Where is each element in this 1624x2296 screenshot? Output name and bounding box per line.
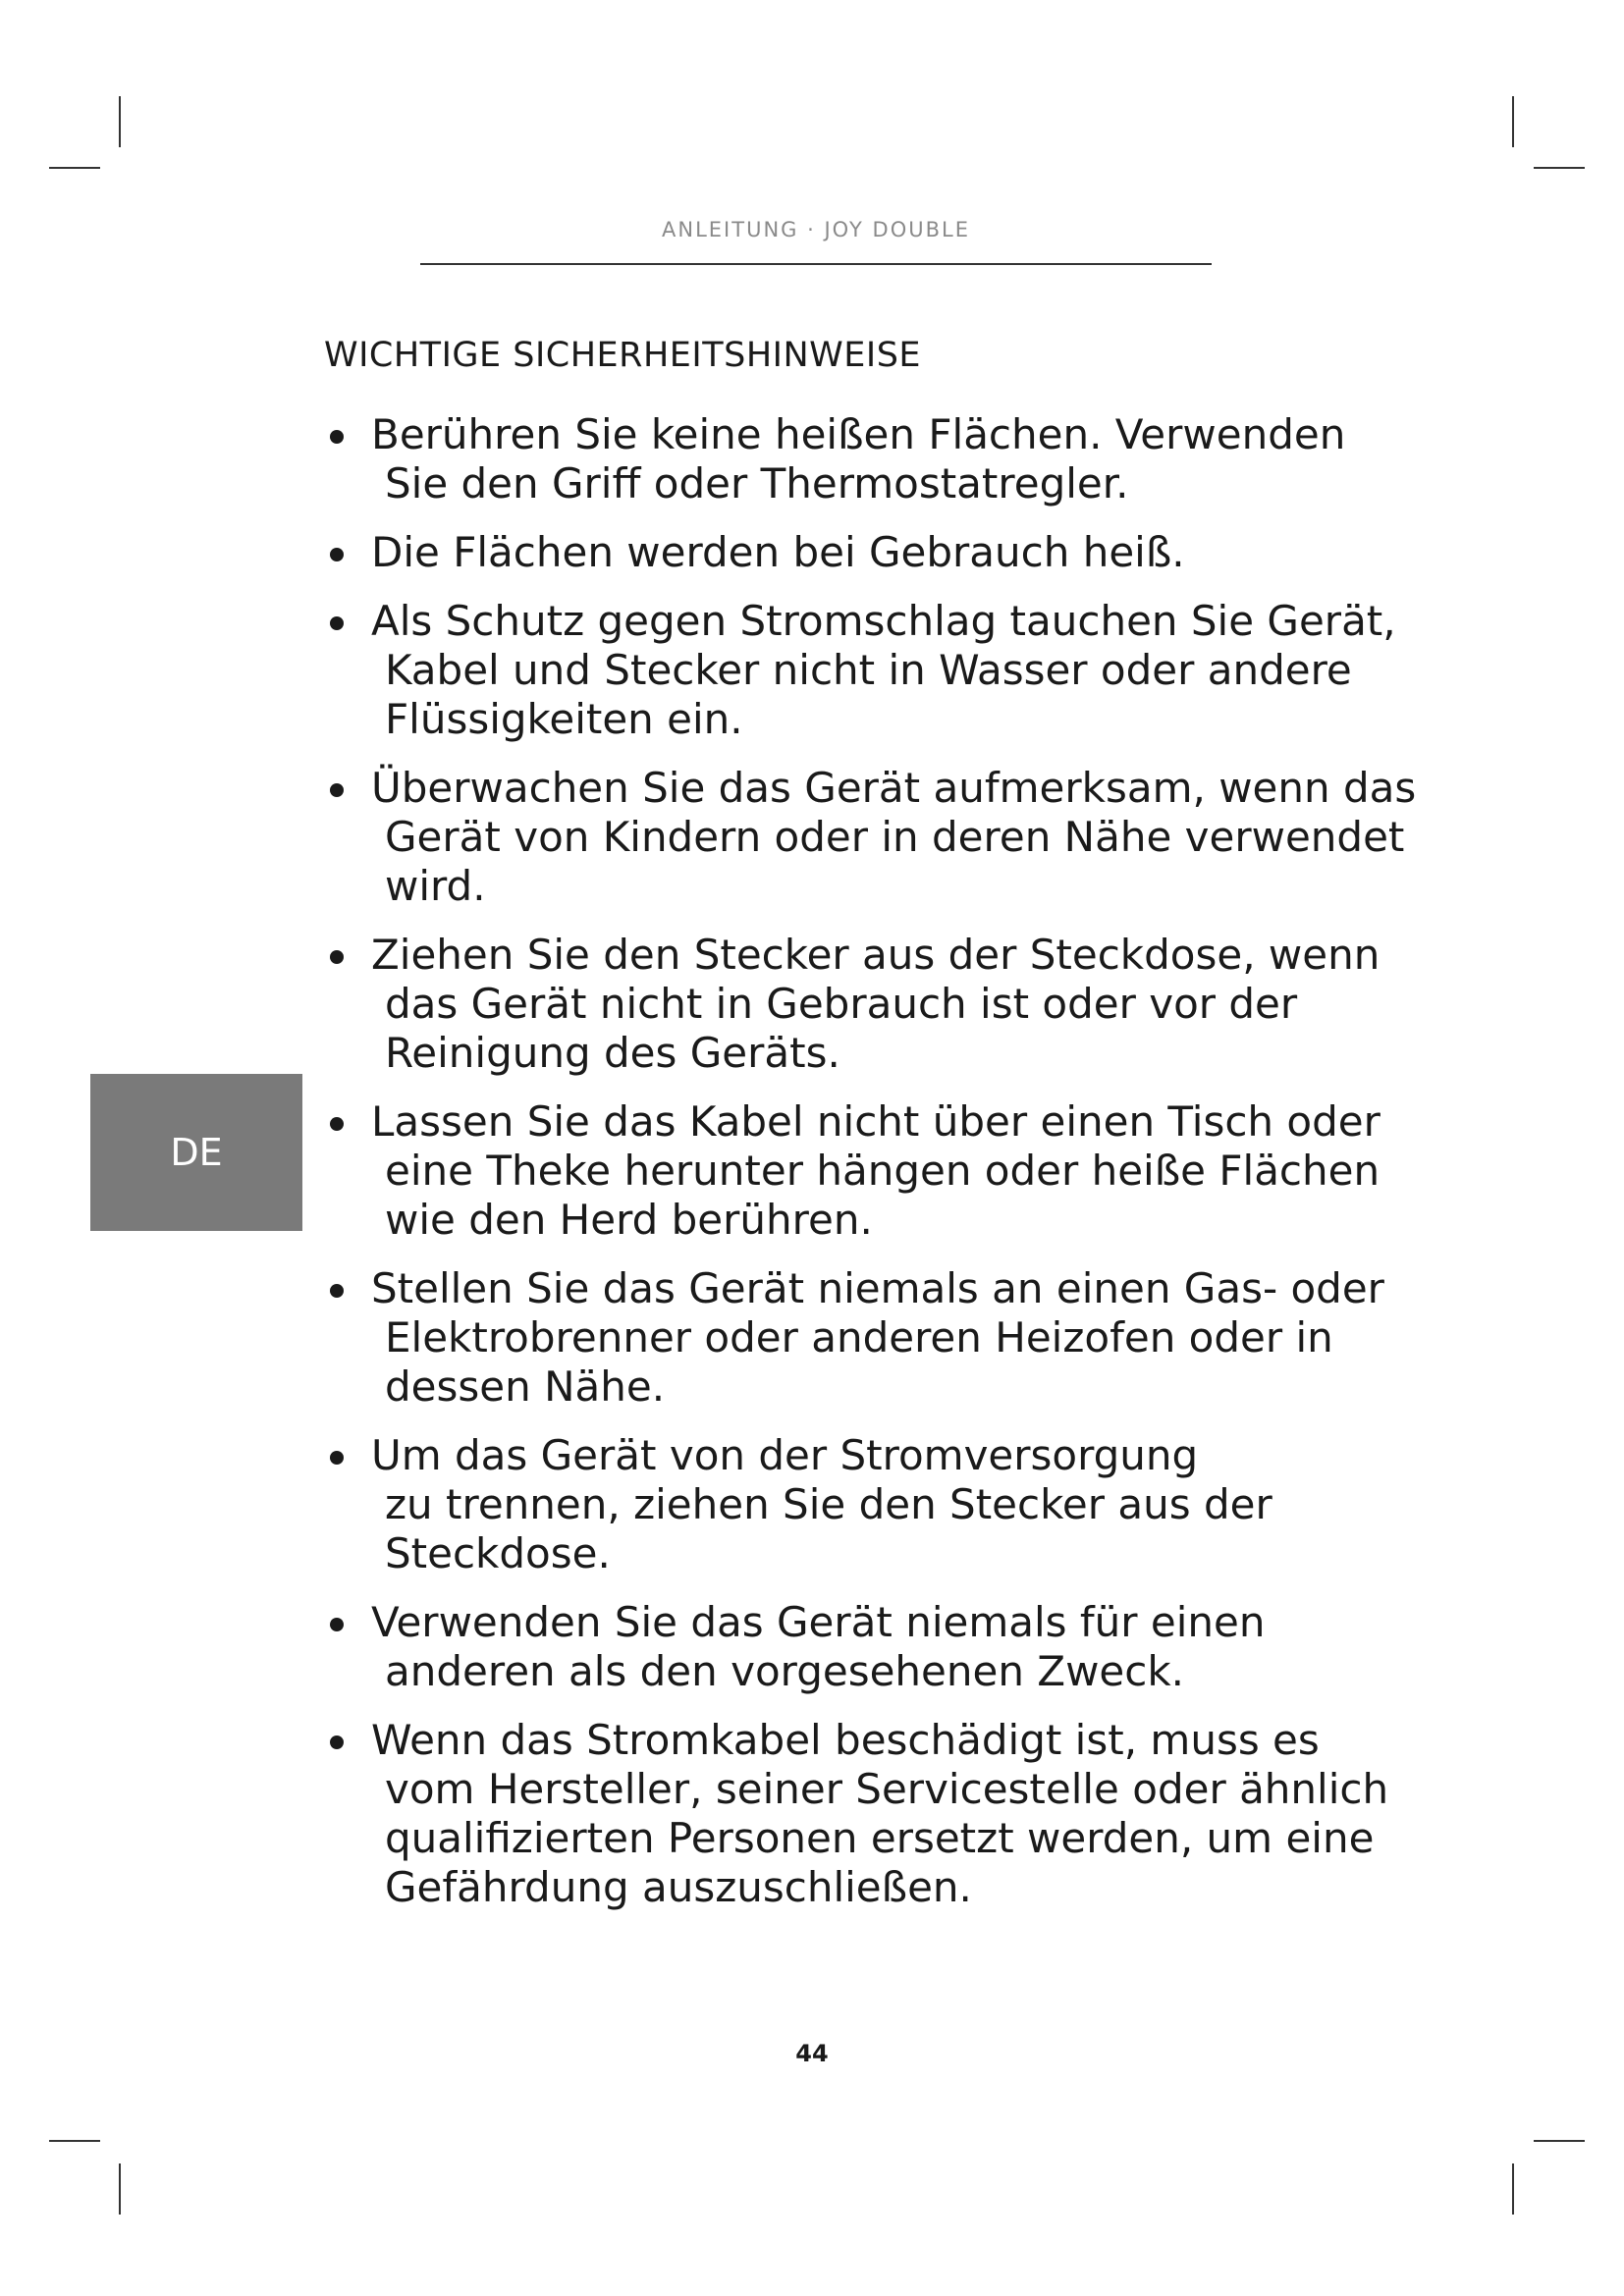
bullet-icon: [330, 1451, 344, 1465]
crop-mark-top-left-vertical: [119, 96, 121, 147]
safety-note-line: zu trennen, ziehen Sie den Stecker aus der: [385, 1480, 1272, 1528]
safety-note-line: Als Schutz gegen Stromschlag tauchen Sie Gerät,: [371, 597, 1396, 645]
running-header: ANLEITUNG · JOY DOUBLE: [662, 218, 970, 241]
safety-note-line: dessen Nähe.: [385, 1362, 666, 1411]
header-rule: [420, 263, 1212, 265]
safety-note-text: [371, 931, 1420, 1078]
safety-note: [320, 931, 1420, 1078]
safety-note: [320, 528, 1420, 577]
safety-note-line: das Gerät nicht in Gebrauch ist oder vor der: [385, 980, 1298, 1028]
safety-note-line: Gerät von Kindern oder in deren Nähe verwendet: [385, 813, 1405, 861]
safety-note-line: Wenn das Stromkabel beschädigt ist, muss es: [371, 1716, 1320, 1764]
safety-note: [320, 764, 1420, 911]
safety-note-line: Stellen Sie das Gerät niemals an einen Gas- oder: [371, 1264, 1384, 1312]
safety-note-text: [371, 1431, 1420, 1578]
crop-mark-bottom-left-horizontal: [49, 2140, 100, 2142]
safety-note-text: [371, 1097, 1420, 1245]
safety-note-text: [371, 410, 1420, 508]
safety-note-line: Ziehen Sie den Stecker aus der Steckdose, wenn: [371, 931, 1380, 979]
section-heading: WICHTIGE SICHERHEITSHINWEISE: [324, 336, 922, 375]
bullet-icon: [330, 616, 344, 630]
crop-mark-top-left-horizontal: [49, 167, 100, 169]
safety-note-line: Überwachen Sie das Gerät aufmerksam, wenn das: [371, 764, 1417, 812]
crop-mark-top-right-vertical: [1512, 96, 1514, 147]
safety-note: [320, 410, 1420, 508]
bullet-icon: [330, 950, 344, 964]
safety-note-line: Reinigung des Geräts.: [385, 1029, 840, 1077]
safety-note-line: eine Theke herunter hängen oder heiße Flächen: [385, 1147, 1380, 1195]
safety-note-line: Die Flächen werden bei Gebrauch heiß.: [371, 528, 1185, 576]
crop-mark-bottom-right-vertical: [1512, 2163, 1514, 2215]
bullet-icon: [330, 430, 344, 444]
safety-note: [320, 1097, 1420, 1245]
bullet-icon: [330, 1735, 344, 1749]
safety-note: [320, 597, 1420, 744]
bullet-icon: [330, 1117, 344, 1131]
safety-note-text: [371, 1716, 1420, 1912]
safety-note-text: [371, 1598, 1420, 1696]
safety-note-line: Verwenden Sie das Gerät niemals für einen: [371, 1598, 1266, 1646]
crop-mark-bottom-left-vertical: [119, 2163, 121, 2215]
safety-note-line: Gefährdung auszuschließen.: [385, 1863, 972, 1911]
safety-note-text: [371, 764, 1420, 911]
safety-note-line: Flüssigkeiten ein.: [385, 695, 743, 743]
safety-note-text: [371, 528, 1420, 577]
page-number: 44: [795, 2040, 829, 2067]
safety-note-text: [371, 1264, 1420, 1412]
crop-mark-bottom-right-horizontal: [1534, 2140, 1585, 2142]
safety-note: [320, 1716, 1420, 1912]
bullet-icon: [330, 783, 344, 797]
safety-note-line: Um das Gerät von der Stromversorgung: [371, 1431, 1199, 1479]
bullet-icon: [330, 1284, 344, 1298]
safety-note-line: wie den Herd berühren.: [385, 1196, 873, 1244]
safety-notes-list: [320, 410, 1420, 1932]
safety-note-line: vom Hersteller, seiner Servicestelle oder ähnlich: [385, 1765, 1389, 1813]
safety-note-line: anderen als den vorgesehenen Zweck.: [385, 1647, 1185, 1695]
safety-note-line: qualifizierten Personen ersetzt werden, um eine: [385, 1814, 1375, 1862]
bullet-icon: [330, 1618, 344, 1631]
safety-note-line: Elektrobrenner oder anderen Heizofen oder in: [385, 1313, 1333, 1362]
crop-mark-top-right-horizontal: [1534, 167, 1585, 169]
safety-note-line: Berühren Sie keine heißen Flächen. Verwenden: [371, 410, 1346, 458]
safety-note: [320, 1598, 1420, 1696]
safety-note-line: wird.: [385, 862, 486, 910]
bullet-icon: [330, 548, 344, 561]
safety-note: [320, 1264, 1420, 1412]
safety-note-line: Kabel und Stecker nicht in Wasser oder andere: [385, 646, 1352, 694]
safety-note-line: Lassen Sie das Kabel nicht über einen Tisch oder: [371, 1097, 1380, 1146]
safety-note: [320, 1431, 1420, 1578]
safety-note-line: Steckdose.: [385, 1529, 611, 1577]
language-tab: [90, 1074, 302, 1231]
language-tab-label: DE: [170, 1131, 223, 1174]
safety-note-line: Sie den Griff oder Thermostatregler.: [385, 459, 1129, 507]
safety-note-text: [371, 597, 1420, 744]
